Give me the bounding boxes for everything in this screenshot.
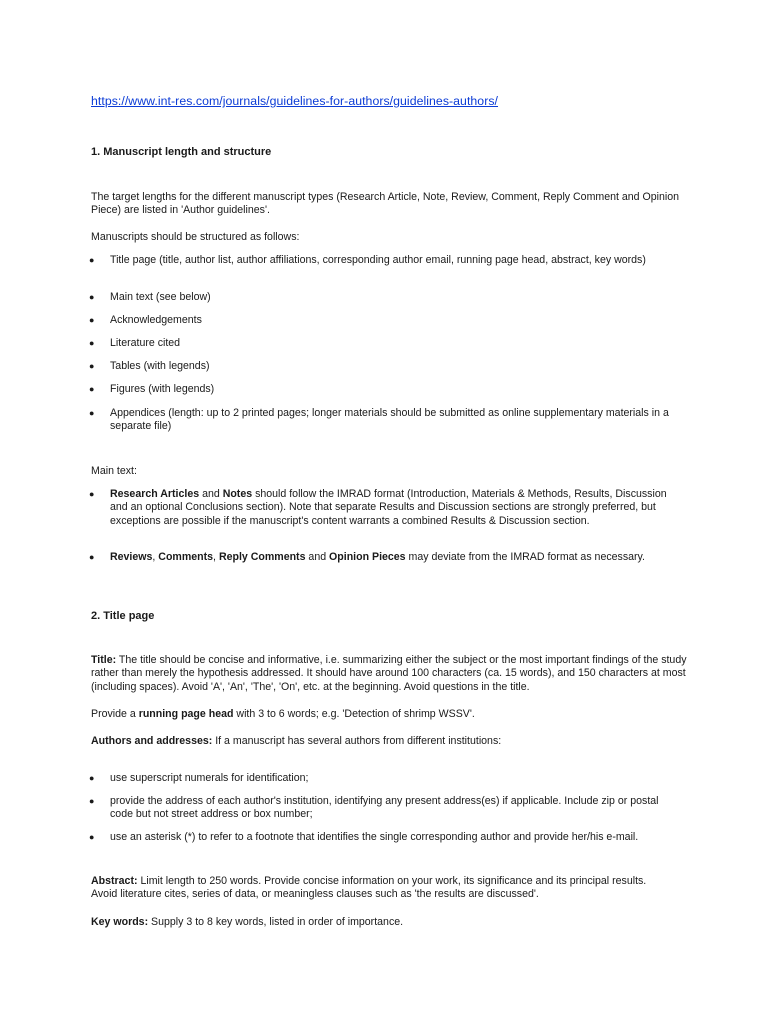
list-item: Main text (see below) <box>110 291 211 303</box>
running-head-paragraph: Provide a running page head with 3 to 6 words; e.g. 'Detection of shrimp WSSV'. <box>91 708 475 720</box>
list-item: Appendices (length: up to 2 printed pages; longer materials should be submitted as online supplementary materials in a separate file) <box>110 407 669 433</box>
list-item: Literature cited <box>110 337 181 349</box>
list-item: use an asterisk (*) to refer to a footnote that identifies the single corresponding author and provide her/his e-mail. <box>110 831 639 843</box>
bullet-icon: ● <box>89 796 95 806</box>
bullet-icon: ● <box>89 773 95 783</box>
main-text-label: Main text: <box>91 465 137 477</box>
bullet-icon: ● <box>89 832 95 842</box>
authors-paragraph: Authors and addresses: If a manuscript has several authors from different institutions: <box>91 735 502 747</box>
section2-heading: 2. Title page <box>91 610 155 622</box>
list-item: Title page (title, author list, author affiliations, corresponding author email, running page head, abstract, key words) <box>110 254 646 266</box>
title-paragraph: Title: The title should be concise and informative, i.e. summarizing either the subject or the most important findings of the study rather than merely the hypothesis addressed. It should have around 100 characters (ca. 15 words), and 150 characters at most (including spaces). Avoid 'A', 'An', 'The', 'On', etc. at the beginning. Avoid questions in the title. <box>91 654 687 693</box>
list-item: use superscript numerals for identification; <box>110 772 309 784</box>
bullet-icon: ● <box>89 408 95 418</box>
structure-intro: Manuscripts should be structured as follows: <box>91 231 300 243</box>
list-item: Reviews, Comments, Reply Comments and Opinion Pieces may deviate from the IMRAD format as necessary. <box>110 551 645 563</box>
bullet-icon: ● <box>89 255 95 265</box>
keywords-paragraph: Key words: Supply 3 to 8 key words, listed in order of importance. <box>91 916 404 928</box>
bullet-icon: ● <box>89 292 95 302</box>
abstract-paragraph: Abstract: Limit length to 250 words. Provide concise information on your work, its significance and its principal results. Avoid literature cites, series of data, or meaningless clauses such as 'the results are discussed'. <box>91 875 647 901</box>
list-item: Acknowledgements <box>110 314 202 326</box>
bullet-icon: ● <box>89 361 95 371</box>
bullet-icon: ● <box>89 384 95 394</box>
section1-intro: The target lengths for the different manuscript types (Research Article, Note, Review, Comment, Reply Comment and Opinion Piece) are listed in 'Author guidelines'. <box>91 191 680 217</box>
bullet-icon: ● <box>89 315 95 325</box>
source-url-link[interactable]: https://www.int-res.com/journals/guidelines-for-authors/guidelines-authors/ <box>91 94 499 108</box>
list-item: provide the address of each author's institution, identifying any present address(es) if applicable. Include zip or postal code but not street address or box number; <box>110 795 659 821</box>
list-item: Tables (with legends) <box>110 360 210 372</box>
bullet-icon: ● <box>89 552 95 562</box>
list-item: Figures (with legends) <box>110 383 215 395</box>
section1-heading: 1. Manuscript length and structure <box>91 146 272 158</box>
bullet-icon: ● <box>89 489 95 499</box>
list-item: Research Articles and Notes should follow the IMRAD format (Introduction, Materials & Methods, Results, Discussion and an optional Conclusions section). Note that separate Results and Discussion sections are strongly preferred, but exceptions are possible if the manuscript's content warrants a combined Results & Discussion section. <box>110 488 667 527</box>
bullet-icon: ● <box>89 338 95 348</box>
